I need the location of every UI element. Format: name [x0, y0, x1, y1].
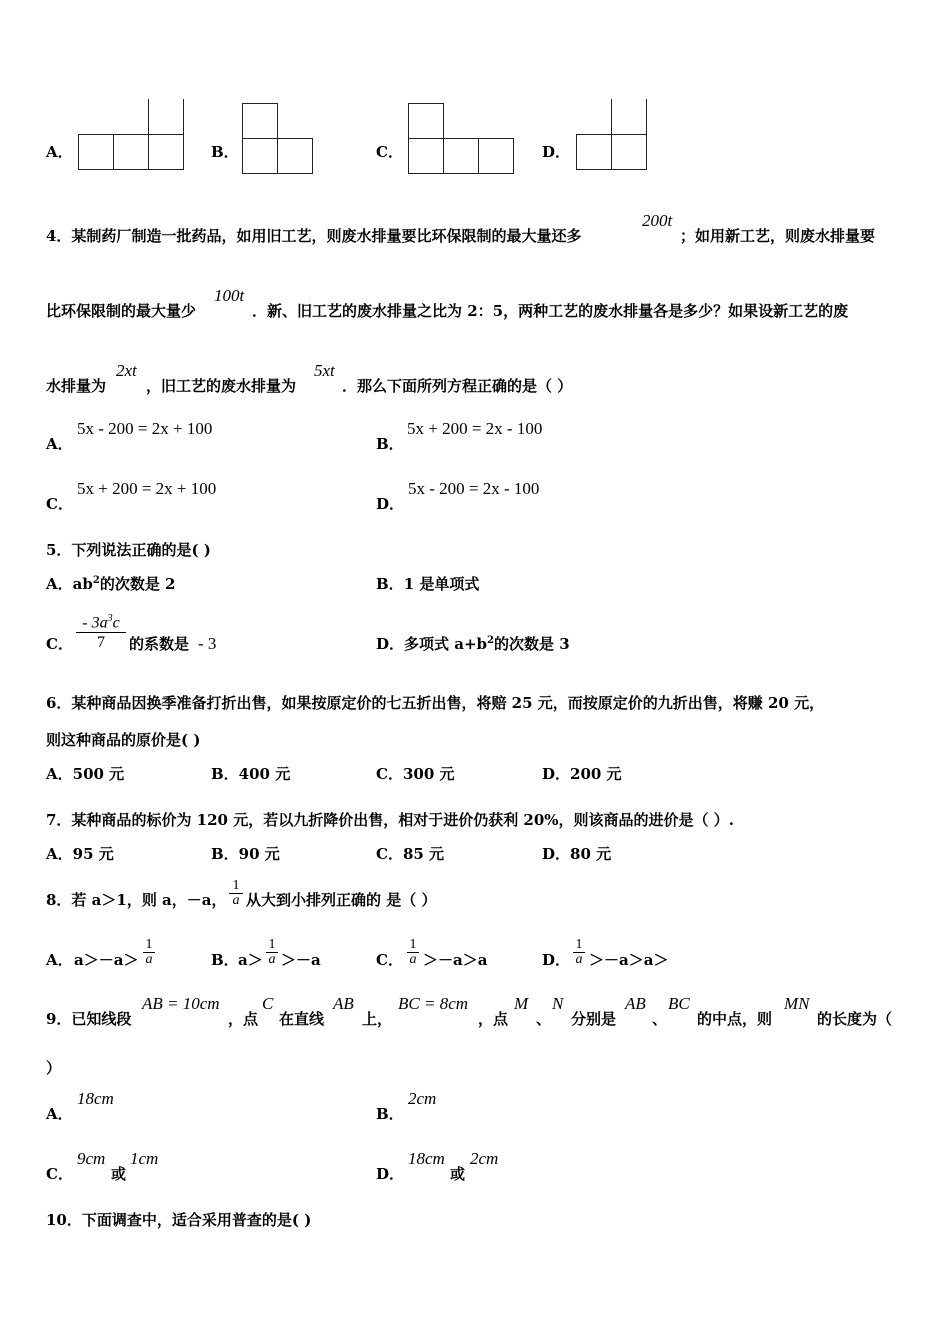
q8-option-b-label: B． — [211, 951, 239, 969]
q6-option-c: C．300 元 — [376, 765, 455, 783]
q7-stem: 7．某种商品的标价为 120 元，若以九折降价出售，相对于进价仍获利 20%，则该商品的进价是（ ）. — [46, 811, 734, 829]
q5-option-c-label: C． — [46, 635, 73, 653]
q9-point-c: C — [262, 994, 274, 1013]
q4-200t: 200t — [642, 211, 673, 230]
q9-stem-g: 的中点，则 — [697, 1010, 773, 1028]
q9-option-a-label: A． — [46, 1105, 73, 1123]
q4-line1-b: ；如用新工艺，则废水排量要 — [680, 227, 876, 245]
q5-option-c-rest: 的系数是 — [129, 635, 190, 653]
q8-option-b-b: ＞－a — [281, 951, 321, 969]
q4-line3-a: 水排量为 — [46, 377, 107, 395]
q9-option-d-a: 18cm — [408, 1149, 445, 1168]
q3-option-c-label: C． — [376, 143, 403, 161]
q3-option-b-label: B． — [211, 143, 239, 161]
q8-option-b-a: a＞ — [238, 951, 263, 969]
q9-dun-2: 、 — [652, 1010, 668, 1028]
q5-option-d: D．多项式 $a+b^2$的次数是 3 — [376, 635, 570, 653]
q5-option-c-fraction: - $3a^3c$ 7 — [76, 610, 126, 653]
q9-point-m: M — [514, 994, 529, 1013]
q3-option-a-label: A． — [46, 143, 73, 161]
q6-option-d: D．200 元 — [542, 765, 622, 783]
q9-bc-8cm: BC = 8cm — [398, 994, 469, 1013]
q8-option-c-b: ＞－a＞a — [423, 951, 488, 969]
q4-line3-b: ，旧工艺的废水排量为 — [146, 377, 297, 395]
q9-option-c-b: 1cm — [130, 1149, 159, 1168]
q8-option-d-label: D． — [542, 951, 571, 969]
q8-stem-a: 8．若 a＞1，则 a，－a， — [46, 891, 227, 909]
q9-segment-bc: BC — [668, 994, 690, 1013]
q9-dun-1: 、 — [536, 1010, 552, 1028]
q9-option-c-label: C． — [46, 1165, 73, 1183]
q9-option-d-label: D． — [376, 1165, 405, 1183]
q4-line1-a: 4．某制药厂制造一批药品，如用旧工艺，则废水排量要比环保限制的最大量还多 — [46, 227, 582, 245]
q4-option-b-label: B． — [376, 435, 404, 453]
q9-stem-f: 分别是 — [571, 1010, 617, 1028]
q9-stem-e: ，点 — [478, 1010, 509, 1028]
q5-option-a: A．$ab^2$的次数是 2 — [46, 575, 176, 593]
q9-option-b-label: B． — [376, 1105, 404, 1123]
q7-option-d: D．80 元 — [542, 845, 612, 863]
q5-option-b: B．1 是单项式 — [376, 575, 480, 593]
q9-point-n: N — [552, 994, 564, 1013]
q4-option-d-label: D． — [376, 495, 405, 513]
q10-stem: 10．下面调查中，适合采用普查的是( ) — [46, 1211, 312, 1229]
q5-option-c-value: - 3 — [198, 634, 217, 653]
q4-option-c: 5x + 200 = 2x + 100 — [77, 479, 217, 498]
q9-stem-a: 9．已知线段 — [46, 1010, 132, 1028]
q8-stem-b: 从大到小排列正确的 是（ ） — [246, 891, 437, 909]
q9-line-ab: AB — [333, 994, 354, 1013]
q9-stem-h: 的长度为（ — [817, 1010, 893, 1028]
q8-option-c-label: C． — [376, 951, 403, 969]
q9-ab-10cm: AB = 10cm — [142, 994, 220, 1013]
q8-option-d-fraction: 1 a — [573, 938, 585, 967]
q4-100t: 100t — [214, 286, 245, 305]
q8-option-b-fraction: 1 a — [266, 938, 278, 967]
q9-option-b: 2cm — [408, 1089, 437, 1108]
q8-stem-fraction: 1 a — [229, 879, 243, 908]
q4-option-b: 5x + 200 = 2x - 100 — [407, 419, 543, 438]
q9-stem-d: 上， — [362, 1010, 393, 1028]
q8-option-a-label: A． — [46, 951, 73, 969]
q9-option-c-or: 或 — [111, 1165, 127, 1183]
q6-option-b: B．400 元 — [211, 765, 291, 783]
q3-option-d-label: D． — [542, 143, 571, 161]
q9-stem-c: 在直线 — [279, 1010, 325, 1028]
q4-option-a-label: A． — [46, 435, 73, 453]
q4-5xt: 5xt — [314, 361, 335, 380]
q4-line3-c: ．那么下面所列方程正确的是（ ） — [342, 377, 573, 395]
q4-option-a: 5x - 200 = 2x + 100 — [77, 419, 213, 438]
q9-option-d-or: 或 — [450, 1165, 466, 1183]
q8-option-a-fraction: 1 a — [143, 938, 155, 967]
q9-option-c-a: 9cm — [77, 1149, 106, 1168]
q9-option-d-b: 2cm — [470, 1149, 499, 1168]
q4-2xt: 2xt — [116, 361, 137, 380]
q4-line2-b: ．新、旧工艺的废水排量之比为 2：5，两种工艺的废水排量各是多少？如果设新工艺的废 — [252, 302, 849, 320]
q7-option-c: C．85 元 — [376, 845, 445, 863]
q6-line1: 6．某种商品因换季准备打折出售，如果按原定价的七五折出售，将赔 25 元，而按原定价的九折出售，将赚 20 元， — [46, 694, 825, 712]
q7-option-a: A．95 元 — [46, 845, 114, 863]
q9-stem-b: ，点 — [228, 1010, 259, 1028]
q4-option-d: 5x - 200 = 2x - 100 — [408, 479, 540, 498]
q9-segment-mn: MN — [784, 994, 810, 1013]
q6-option-a: A．500 元 — [46, 765, 125, 783]
q9-segment-ab: AB — [625, 994, 646, 1013]
q4-line2-a: 比环保限制的最大量少 — [46, 302, 197, 320]
q6-line2: 则这种商品的原价是( ) — [46, 731, 201, 749]
q8-option-d-b: ＞－a＞a＞ — [589, 951, 669, 969]
q9-option-a: 18cm — [77, 1089, 114, 1108]
q7-option-b: B．90 元 — [211, 845, 280, 863]
q8-option-c-fraction: 1 a — [407, 938, 419, 967]
q9-stem-end: ） — [46, 1059, 62, 1077]
q4-option-c-label: C． — [46, 495, 73, 513]
q8-option-a-text: a＞－a＞ — [74, 951, 139, 969]
q5-stem: 5．下列说法正确的是( ) — [46, 541, 211, 559]
